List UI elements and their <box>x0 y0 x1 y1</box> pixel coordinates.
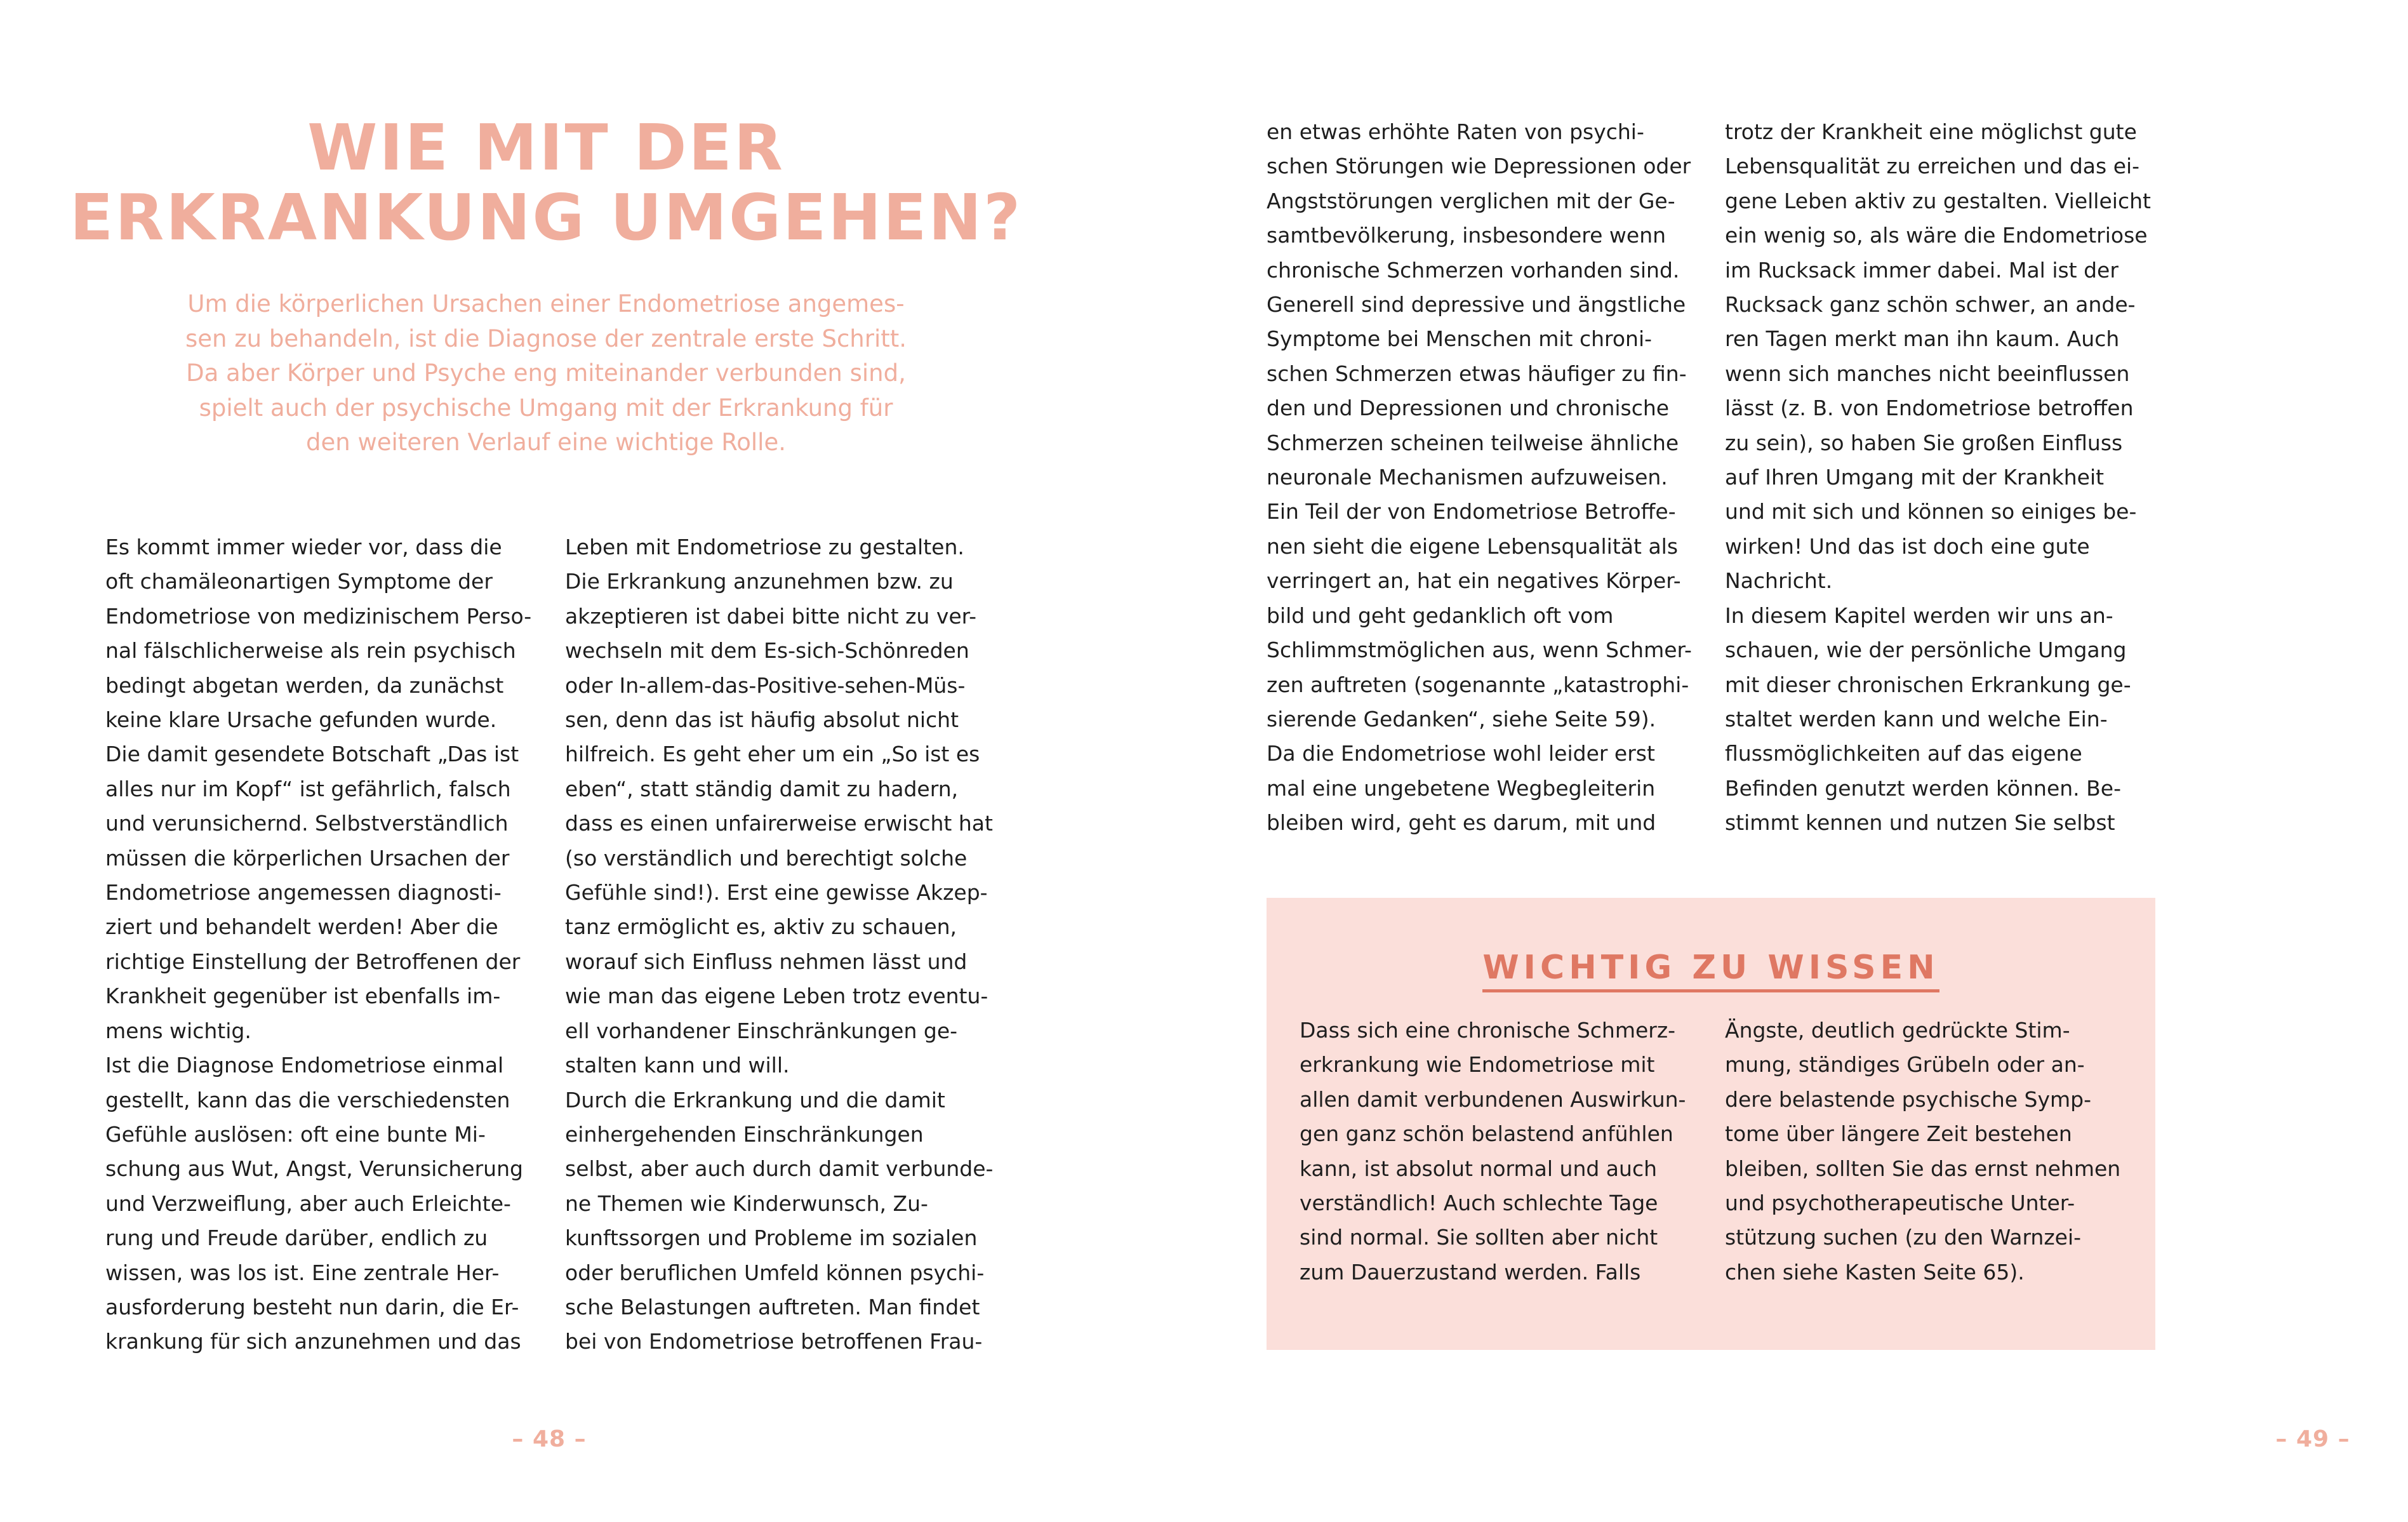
text-line: Symptome bei Menschen mit chroni- <box>1267 326 1653 352</box>
text-line: samtbevölkerung, insbesondere wenn <box>1267 223 1666 248</box>
text-line: Rucksack ganz schön schwer, an ande- <box>1725 292 2136 317</box>
text-line: rung und Freude darüber, endlich zu <box>105 1225 488 1251</box>
text-line: stalten kann und will. <box>565 1053 790 1078</box>
text-line: Ein Teil der von Endometriose Betroffe- <box>1267 499 1676 524</box>
text-line: krankung für sich anzunehmen und das <box>105 1329 521 1354</box>
text-line: wissen, was los ist. Eine zentrale Her- <box>105 1260 500 1285</box>
text-line: Nachricht. <box>1725 568 1833 594</box>
info-box-title-wrap <box>1267 947 2155 992</box>
text-line: Da die Endometriose wohl leider erst <box>1267 741 1655 766</box>
text-line: gen ganz schön belastend anfühlen <box>1300 1121 1673 1147</box>
text-line: schen Störungen wie Depressionen oder <box>1267 154 1691 179</box>
text-line: wirken! Und das ist doch eine gute <box>1725 533 2090 559</box>
text-line: ne Themen wie Kinderwunsch, Zu- <box>565 1191 928 1216</box>
text-line: en etwas erhöhte Raten von psychi- <box>1267 119 1644 144</box>
text-line: bild und geht gedanklich oft vom <box>1267 603 1614 628</box>
text-line: Endometriose angemessen diagnosti- <box>105 880 502 905</box>
text-line: Schlimmstmöglichen aus, wenn Schmer- <box>1267 638 1692 663</box>
text-line: zen auftreten (sogenannte „katastrophi- <box>1267 672 1689 697</box>
text-line: Befinden genutzt werden können. Be- <box>1725 775 2122 801</box>
text-line: Es kommt immer wieder vor, dass die <box>105 535 502 559</box>
text-line: kunftssorgen und Probleme im sozialen <box>565 1225 978 1251</box>
text-line: dere belastende psychische Symp- <box>1725 1086 2092 1112</box>
text-line: Leben mit Endometriose zu gestalten. <box>565 535 964 559</box>
text-line: Die damit gesendete Botschaft „Das ist <box>105 742 519 767</box>
right-page-column-2 <box>1725 115 2151 841</box>
text-line: zum Dauerzustand werden. Falls <box>1300 1259 1641 1285</box>
text-line: flussmöglichkeiten auf das eigene <box>1725 741 2082 766</box>
text-line: neuronale Mechanismen aufzuweisen. <box>1267 465 1668 490</box>
text-line: Dass sich eine chronische Schmerz- <box>1300 1018 1676 1043</box>
text-line: verständlich! Auch schlechte Tage <box>1300 1191 1658 1216</box>
text-line: stützung suchen (zu den Warnzei- <box>1725 1225 2082 1250</box>
text-line: ausforderung besteht nun darin, die Er- <box>105 1294 519 1319</box>
text-line: bleiben wird, geht es darum, mit und <box>1267 810 1656 836</box>
text-line: kann, ist absolut normal und auch <box>1300 1156 1657 1181</box>
text-line: In diesem Kapitel werden wir uns an- <box>1725 603 2113 628</box>
text-line: im Rucksack immer dabei. Mal ist der <box>1725 257 2119 283</box>
text-line: Gefühle sind!). Erst eine gewisse Akzep- <box>565 880 988 905</box>
text-line: staltet werden kann und welche Ein- <box>1725 706 2108 731</box>
intro-line: Um die körperlichen Ursachen einer Endometriose angemes- <box>187 290 905 317</box>
text-line: und verunsichernd. Selbstverständlich <box>105 811 509 836</box>
text-line: Angststörungen verglichen mit der Ge- <box>1267 188 1675 213</box>
text-line: mens wichtig. <box>105 1018 251 1043</box>
text-line: einhergehenden Einschränkungen <box>565 1121 924 1147</box>
text-line: und psychotherapeutische Unter- <box>1725 1191 2075 1216</box>
text-line: Ist die Diagnose Endometriose einmal <box>105 1053 504 1078</box>
text-line: und Verzweiflung, aber auch Erleichte- <box>105 1191 511 1216</box>
info-box <box>1267 898 2155 1350</box>
info-box-title: WICHTIG ZU WISSEN <box>1482 947 1939 992</box>
text-line: Krankheit gegenüber ist ebenfalls im- <box>105 984 501 1009</box>
text-line: wie man das eigene Leben trotz eventu- <box>565 984 988 1009</box>
text-line: verringert an, hat ein negatives Körper- <box>1267 568 1681 594</box>
left-page <box>0 0 1124 1522</box>
right-page-column-1 <box>1267 115 1692 841</box>
intro-line: spielt auch der psychische Umgang mit der Erkrankung für <box>199 394 893 422</box>
text-line: allen damit verbundenen Auswirkun- <box>1300 1086 1686 1112</box>
text-line: schung aus Wut, Angst, Verunsicherung <box>105 1156 523 1182</box>
text-line: ziert und behandelt werden! Aber die <box>105 914 498 940</box>
text-line: mal eine ungebetene Wegbegleiterin <box>1267 775 1656 801</box>
text-line: dass es einen unfairerweise erwischt hat <box>565 811 993 836</box>
text-line: nal fälschlicherweise als rein psychisch <box>105 638 516 664</box>
text-line: auf Ihren Umgang mit der Krankheit <box>1725 465 2105 490</box>
text-line: lässt (z. B. von Endometriose betroffen <box>1725 396 2134 421</box>
text-line: schauen, wie der persönliche Umgang <box>1725 638 2127 663</box>
text-line: eben“, statt ständig damit zu hadern, <box>565 776 959 801</box>
chapter-heading <box>63 110 1028 255</box>
text-line: chronische Schmerzen vorhanden sind. <box>1267 257 1680 283</box>
text-line: ell vorhandener Einschränkungen ge- <box>565 1018 958 1043</box>
text-line: oft chamäleonartigen Symptome der <box>105 569 493 594</box>
heading-line: ERKRANKUNG UMGEHEN? <box>69 180 1023 255</box>
text-line: nen sieht die eigene Lebensqualität als <box>1267 533 1679 559</box>
text-line: bedingt abgetan werden, da zunächst <box>105 672 504 698</box>
intro-line: den weiteren Verlauf eine wichtige Rolle. <box>306 429 786 456</box>
text-line: sind normal. Sie sollten aber nicht <box>1300 1225 1658 1250</box>
text-line: (so verständlich und berechtigt solche <box>565 845 968 871</box>
text-line: mit dieser chronischen Erkrankung ge- <box>1725 672 2131 697</box>
text-line: bei von Endometriose betroffenen Frau- <box>565 1329 983 1354</box>
left-page-column-2 <box>565 530 993 1359</box>
text-line: Gefühle auslösen: oft eine bunte Mi- <box>105 1121 486 1147</box>
text-line: tome über längere Zeit bestehen <box>1725 1121 2072 1147</box>
text-line: stimmt kennen und nutzen Sie selbst <box>1725 810 2115 836</box>
text-line: sen, denn das ist häufig absolut nicht <box>565 707 959 733</box>
text-line: keine klare Ursache gefunden wurde. <box>105 707 497 733</box>
text-line: den und Depressionen und chronische <box>1267 396 1670 421</box>
text-line: sierende Gedanken“, siehe Seite 59). <box>1267 706 1656 731</box>
text-line: wenn sich manches nicht beeinflussen <box>1725 361 2130 386</box>
text-line: gestellt, kann das die verschiedensten <box>105 1087 510 1112</box>
text-line: selbst, aber auch durch damit verbunde- <box>565 1156 994 1182</box>
heading-line: WIE MIT DER <box>307 110 785 185</box>
text-line: akzeptieren ist dabei bitte nicht zu ver- <box>565 603 977 629</box>
text-line: Schmerzen scheinen teilweise ähnliche <box>1267 430 1679 455</box>
text-line: ein wenig so, als wäre die Endometriose <box>1725 223 2148 248</box>
text-line: Lebensqualität zu erreichen und das ei- <box>1725 154 2140 179</box>
text-line: chen siehe Kasten Seite 65). <box>1725 1259 2025 1285</box>
text-line: tanz ermöglicht es, aktiv zu schauen, <box>565 914 957 940</box>
text-line: zu sein), so haben Sie großen Einfluss <box>1725 430 2123 455</box>
text-line: müssen die körperlichen Ursachen der <box>105 845 510 871</box>
page-number: – 49 – <box>2275 1426 2350 1452</box>
text-line: Die Erkrankung anzunehmen bzw. zu <box>565 569 954 594</box>
text-line: schen Schmerzen etwas häufiger zu fin- <box>1267 361 1687 386</box>
intro-line: sen zu behandeln, ist die Diagnose der zentrale erste Schritt. <box>185 324 907 352</box>
text-line: sche Belastungen auftreten. Man findet <box>565 1294 980 1319</box>
text-line: alles nur im Kopf“ ist gefährlich, falsch <box>105 776 511 801</box>
text-line: trotz der Krankheit eine möglichst gute <box>1725 119 2137 144</box>
text-line: Generell sind depressive und ängstliche <box>1267 292 1686 317</box>
text-line: wechseln mit dem Es-sich-Schönreden <box>565 638 969 664</box>
text-line: hilfreich. Es geht eher um ein „So ist es <box>565 742 980 767</box>
text-line: Ängste, deutlich gedrückte Stim- <box>1725 1018 2070 1043</box>
text-line: erkrankung wie Endometriose mit <box>1300 1052 1655 1078</box>
text-line: Endometriose von medizinischem Perso- <box>105 603 532 629</box>
text-line: richtige Einstellung der Betroffenen der <box>105 949 521 974</box>
info-box-column-1 <box>1300 1013 1686 1290</box>
right-page <box>1125 0 2350 1522</box>
intro-line: Da aber Körper und Psyche eng miteinander verbunden sind, <box>186 359 906 387</box>
text-line: und mit sich und können so einiges be- <box>1725 499 2137 524</box>
text-line: gene Leben aktiv zu gestalten. Vielleicht <box>1725 188 2151 213</box>
page-number: – 48 – <box>512 1426 587 1452</box>
info-box-column-2 <box>1725 1013 2120 1290</box>
text-line: oder beruflichen Umfeld können psychi- <box>565 1260 985 1285</box>
left-page-column-1 <box>105 530 531 1359</box>
intro-paragraph <box>152 287 940 460</box>
text-line: bleiben, sollten Sie das ernst nehmen <box>1725 1156 2121 1181</box>
text-line: ren Tagen merkt man ihn kaum. Auch <box>1725 326 2120 352</box>
text-line: worauf sich Einfluss nehmen lässt und <box>565 949 968 974</box>
text-line: Durch die Erkrankung und die damit <box>565 1087 945 1112</box>
text-line: oder In-allem-das-Positive-sehen-Müs- <box>565 672 966 698</box>
text-line: mung, ständiges Grübeln oder an- <box>1725 1052 2085 1078</box>
